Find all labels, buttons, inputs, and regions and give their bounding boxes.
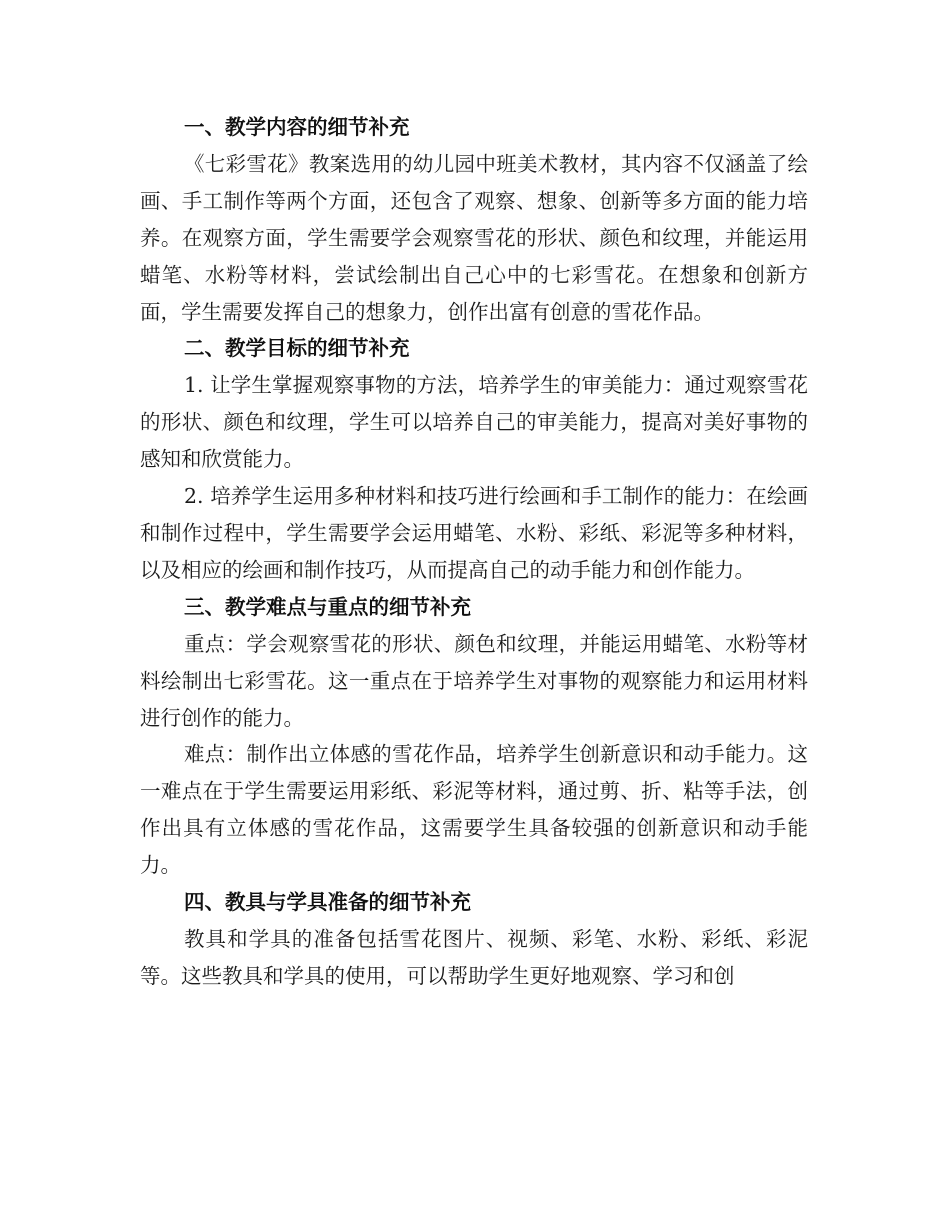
section-2-paragraph-2: 2. 培养学生运用多种材料和技巧进行绘画和手工制作的能力：在绘画和制作过程中，学生需要学会运用蜡笔、水粉、彩纸、彩泥等多种材料，以及相应的绘画和制作技巧，从而提高自己的动手能力和创作能力。 (140, 484, 808, 582)
section-heading-3: 三、教学难点与重点的细节补充 (184, 594, 471, 619)
section-4-paragraph-1: 教具和学具的准备包括雪花图片、视频、彩笔、水粉、彩纸、彩泥等。这些教具和学具的使用，可以帮助学生更好地观察、学习和创 (140, 926, 808, 988)
section-heading-2: 二、教学目标的细节补充 (184, 336, 410, 361)
section-1-paragraph-1: 《七彩雪花》教案选用的幼儿园中班美术教材，其内容不仅涵盖了绘画、手工制作等两个方面，还包含了观察、想象、创新等多方面的能力培养。在观察方面，学生需要学会观察雪花的形状、颜色和纹理，并能运用蜡笔、水粉等材料，尝试绘制出自己心中的七彩雪花。在想象和创新方面，学生需要发挥自己的想象力，创作出富有创意的雪花作品。 (140, 151, 808, 324)
document-body (140, 109, 808, 995)
section-heading-1: 一、教学内容的细节补充 (184, 115, 410, 139)
section-3-paragraph-1: 重点：学会观察雪花的形状、颜色和纹理，并能运用蜡笔、水粉等材料绘制出七彩雪花。这一重点在于培养学生对事物的观察能力和运用材料进行创作的能力。 (140, 631, 808, 730)
section-3-paragraph-2: 难点：制作出立体感的雪花作品，培养学生创新意识和动手能力。这一难点在于学生需要运用彩纸、彩泥等材料，通过剪、折、粘等手法，创作出具有立体感的雪花作品，这需要学生具备较强的创新意识和动手能力。 (140, 742, 808, 878)
section-2-paragraph-1: 1. 让学生掌握观察事物的方法，培养学生的审美能力：通过观察雪花的形状、颜色和纹理，学生可以培养自己的审美能力，提高对美好事物的感知和欣赏能力。 (140, 373, 808, 472)
section-heading-4: 四、教具与学具准备的细节补充 (184, 890, 471, 915)
